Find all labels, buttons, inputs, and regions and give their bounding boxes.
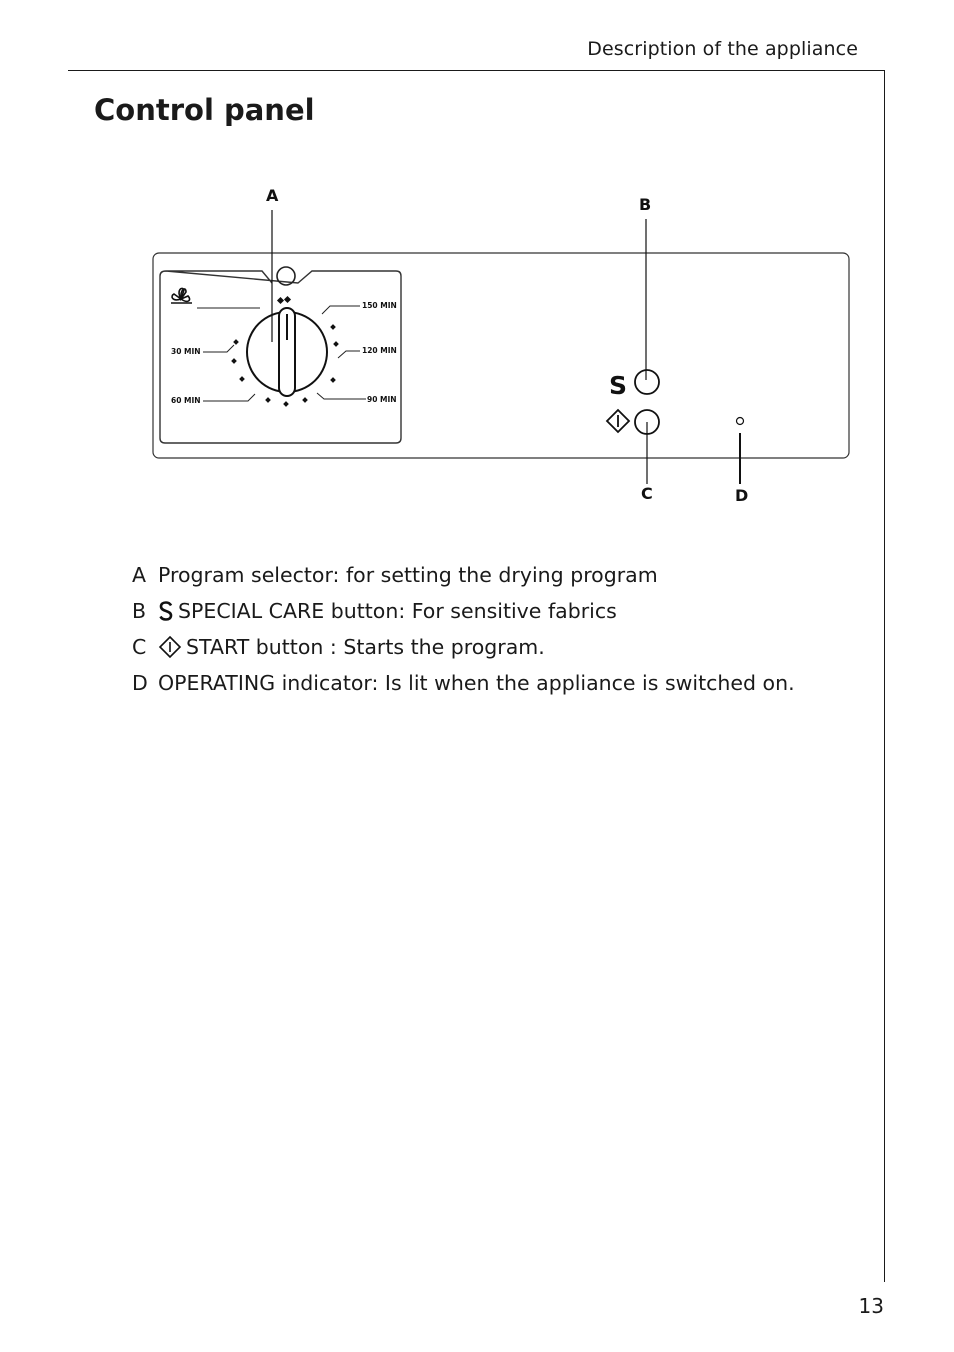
legend-letter: A — [132, 563, 147, 587]
callout-d: D — [735, 486, 749, 505]
dial-label-60: 60 MIN — [171, 396, 201, 405]
callout-a: A — [266, 186, 279, 205]
page-number: 13 — [858, 1294, 884, 1318]
legend-letter: D — [132, 671, 148, 695]
callout-c: C — [641, 484, 653, 503]
dial-label-30: 30 MIN — [171, 347, 201, 356]
special-care-button — [635, 370, 659, 394]
legend-text: Program selector: for setting the drying program — [158, 563, 658, 587]
legend-letter: B — [132, 599, 147, 623]
start-symbol-icon — [607, 410, 629, 432]
control-panel-diagram — [0, 0, 954, 520]
special-care-icon — [158, 599, 174, 623]
dial-label-120: 120 MIN — [362, 346, 397, 355]
special-care-symbol: S — [609, 371, 628, 400]
drying-fan-icon — [171, 288, 192, 303]
legend-text: SPECIAL CARE button: For sensitive fabrics — [178, 599, 617, 623]
legend-text: OPERATING indicator: Is lit when the appliance is switched on. — [158, 671, 795, 695]
running-header: Description of the appliance — [587, 38, 858, 60]
legend-text: START button : Starts the program. — [186, 635, 545, 659]
dial-label-150: 150 MIN — [362, 301, 397, 310]
dial-label-90: 90 MIN — [367, 395, 397, 404]
callout-b: B — [639, 195, 652, 214]
page-title: Control panel — [94, 93, 315, 127]
legend-letter: C — [132, 635, 147, 659]
operating-indicator-lamp — [737, 418, 744, 425]
start-icon — [158, 635, 182, 659]
